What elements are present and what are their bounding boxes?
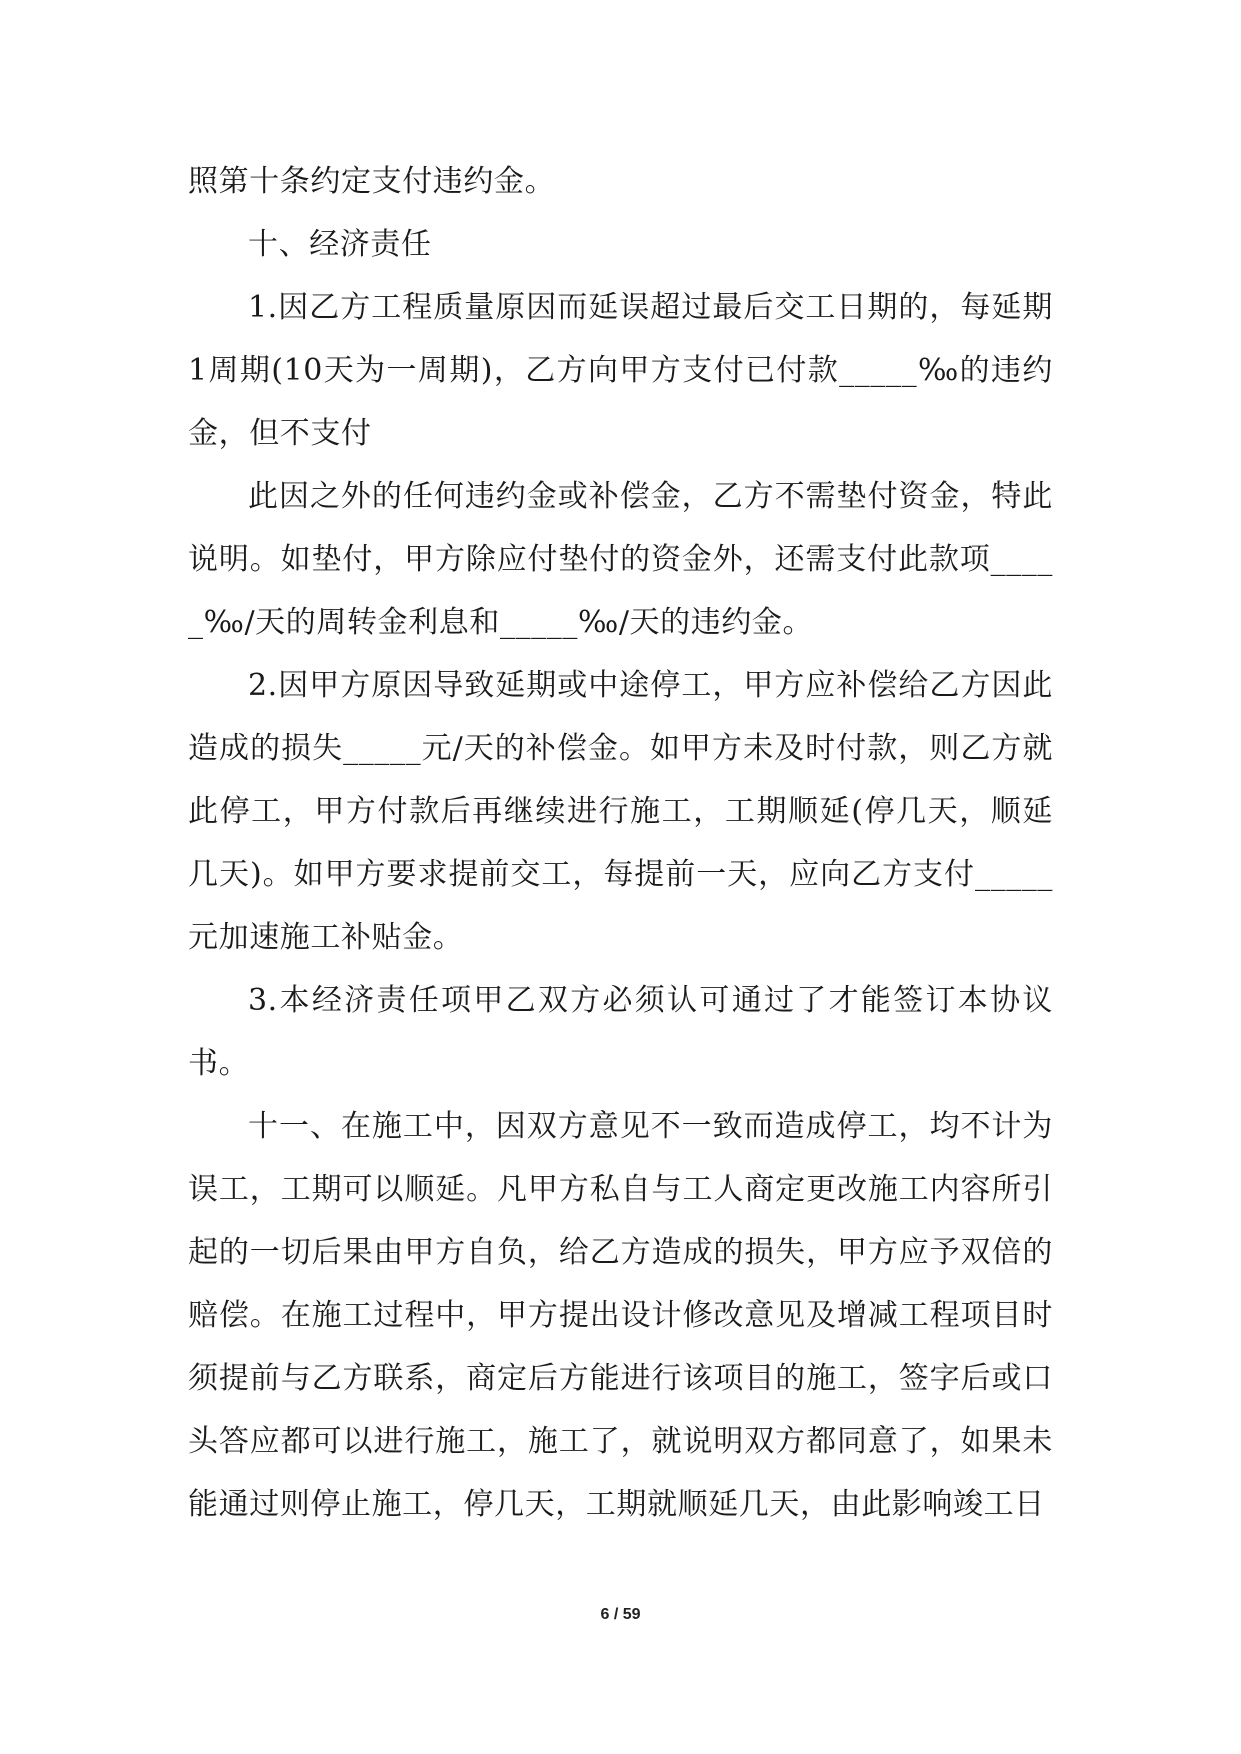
page-number: 6 / 59 — [600, 1606, 641, 1623]
clause-2-party-a-delay: 2.因甲方原因导致延期或中途停工，甲方应补偿给乙方因此造成的损失_____元/天的补偿金。如甲方未及时付款，则乙方就此停工，甲方付款后再继续进行施工，工期顺延(停几天，顺延几天)。如甲方要求提前交工，每提前一天，应向乙方支付_____元加速施工补贴金。 — [188, 668, 1053, 955]
paragraph-continuation: 照第十条约定支付违约金。 — [188, 164, 556, 199]
clause-3-mutual-approval: 3.本经济责任项甲乙双方必须认可通过了才能签订本协议书。 — [188, 983, 1053, 1081]
document-body — [188, 150, 1053, 1536]
section-11-disputes: 十一、在施工中，因双方意见不一致而造成停工，均不计为误工，工期可以顺延。凡甲方私自与工人商定更改施工内容所引起的一切后果由甲方自负，给乙方造成的损失，甲方应予双倍的赔偿。在施工过程中，甲方提出设计修改意见及增减工程项目时须提前与乙方联系，商定后方能进行该项目的施工，签字后或口头答应都可以进行施工，施工了，就说明双方都同意了，如果未能通过则停止施工，停几天，工期就顺延几天，由此影响竣工日 — [188, 1109, 1053, 1522]
clause-1-delay-penalty: 1.因乙方工程质量原因而延误超过最后交工日期的，每延期1周期(10天为一周期)，乙方向甲方支付已付款_____‰的违约金，但不支付 — [188, 290, 1053, 451]
section-heading-economic-responsibility: 十、经济责任 — [248, 227, 432, 262]
clause-1-continuation: 此因之外的任何违约金或补偿金，乙方不需垫付资金，特此说明。如垫付，甲方除应付垫付的资金外，还需支付此款项_____‰/天的周转金利息和_____‰/天的违约金。 — [188, 479, 1053, 640]
